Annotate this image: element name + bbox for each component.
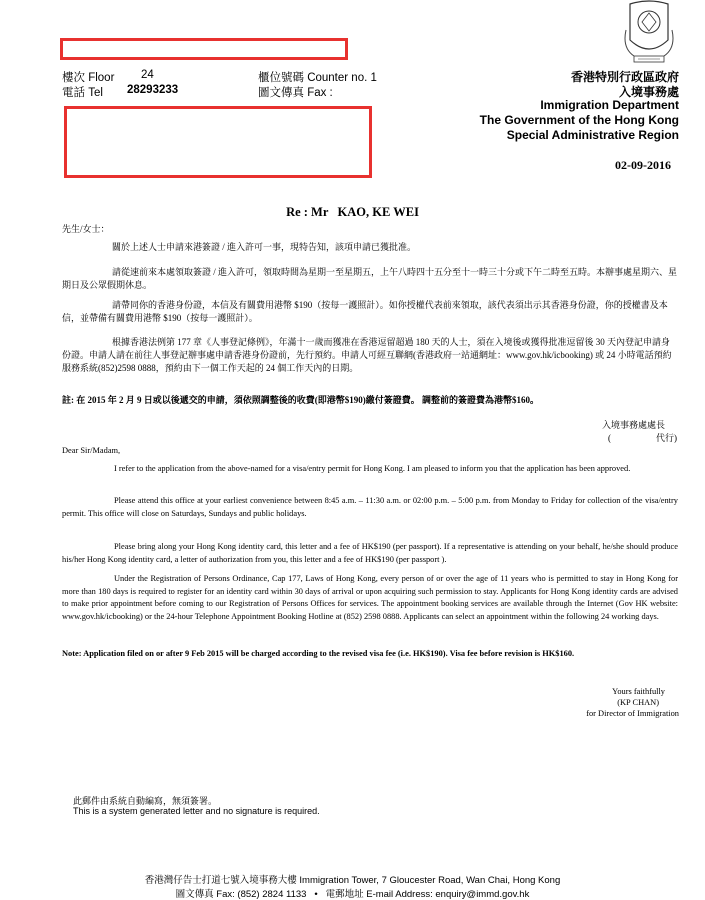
dept-en-1: Immigration Department [540,98,679,112]
dept-cn-2: 入境事務處 [618,85,679,99]
en-fee-note: Note: Application filed on or after 9 Feb 2015 will be charged according to the revised visa fee (i.e. HK$190). Visa fee before revision is HK$160. [62,649,575,658]
dept-cn-1: 香港特別行政區政府 [570,70,679,84]
tel-value: 28293233 [127,84,179,96]
dept-en-3: Special Administrative Region [506,128,679,142]
redacted-address [64,106,372,178]
footer-address: 香港灣仔告士打道七號入境事務大樓 Immigration Tower, 7 Gloucester Road, Wan Chai, Hong Kong [144,875,561,886]
system-note-cn: 此郵件由系統自動編寫，無須簽署。 [73,796,218,806]
fax-label: 圖文傳真 Fax : [258,87,333,99]
system-note-en: This is a system generated letter and no signature is required. [73,806,320,816]
hksar-emblem-icon [618,0,680,66]
dept-en-2: The Government of the Hong Kong [479,113,679,127]
cn-paragraph-1: 關於上述人士申請來港簽證 / 進入許可一事，現特告知，該項申請已獲批准。 [112,242,417,252]
cn-paragraph-3: 請帶同你的香港身份證，本信及有關費用港幣 $190（按每一護照計）。如你授權代表前來領取，該代表須出示其香港身份證，你的授權書及本信，並帶備有關費用港幣 $190（按每一護照計）。 [62,300,668,323]
en-sign-closing: Yours faithfully [612,687,665,696]
redacted-reference [60,38,348,60]
cn-signoff-delegate: ( 代行) [608,433,677,443]
en-paragraph-3: Please bring along your Hong Kong identity card, this letter and a fee of HK$190 (per passport). If a representative is attending on your behalf, he/she should produce his/her Hong Kong identity card, a letter of authorization from you, this letter and a fee of HK$190 (per passport ). [62,542,678,564]
cn-salutation: 先生/女士： [62,224,110,234]
floor-label: 樓次 Floor [62,72,115,84]
subject-line: Re : Mr KAO, KE WEI [286,205,419,219]
en-sign-name: (KP CHAN) [617,698,659,707]
cn-paragraph-4: 根據香港法例第 177 章《人事登記條例》，年滿十一歲而獲准在香港逗留超過 180 天的人士，須在入境後或獲得批准逗留後 30 天內登記申請身份證。申請人請在前往人事登記辦事處申請香港身份證前，先行預約。申請人可經互聯網(香港政府一站通網址：www.gov.hk/icbooking) 或 24 小時電話預約服務系統(852)2598 0888，預約由下一個工作天起的 24 個工作天內的日期。 [62,337,672,373]
letter-date: 02-09-2016 [615,158,671,172]
en-paragraph-4: Under the Registration of Persons Ordinance, Cap 177, Laws of Hong Kong, every person of or over the age of 11 years who is permitted to stay in Hong Kong for more than 180 days is required to register for an identity card within 30 days of arrival or upon acquiring such permission to stay. Applicants for Hong Kong identity cards are advised to make prior appointment before coming to our Registration of Persons Offices for services. The appointment booking services are available through the Internet (Gov HK website: www.gov.hk/icbooking) or the 24-hour Telephone Appointment Booking Hotline at (852) 2598 0888. Applicants can select an appointment within the following 24 working days. [62,574,678,621]
cn-paragraph-2: 請從速前來本處領取簽證 / 進入許可，領取時間為星期一至星期五，上午八時四十五分至十一時三十分或下午二時至五時。本辦事處星期六、星期日及公眾假期休息。 [62,267,678,290]
en-salutation: Dear Sir/Madam, [62,446,121,455]
en-sign-title: for Director of Immigration [586,709,679,718]
en-paragraph-1: I refer to the application from the above-named for a visa/entry permit for Hong Kong. I am pleased to inform you that the application has been approved. [114,464,631,473]
footer-contact: 圖文傳真 Fax: (852) 2824 1133 • 電郵地址 E-mail Address: enquiry@immd.gov.hk [175,889,530,900]
cn-signoff-title: 入境事務處處長 [601,420,665,430]
en-paragraph-2: Please attend this office at your earliest convenience between 8:45 a.m. – 11:30 a.m. or 02:00 p.m. – 5:00 p.m. from Monday to Friday for collection of the visa/entry permit. This office will close on Saturdays, Sundays and public holidays. [62,496,678,518]
counter-label: 櫃位號碼 Counter no. 1 [258,72,377,84]
tel-label: 電話 Tel [62,87,103,99]
floor-value: 24 [141,69,154,81]
cn-fee-note: 註: 在 2015 年 2 月 9 日或以後遞交的申請，須依照調整後的收費(即港幣$190)繳付簽證費。 調整前的簽證費為港幣$160。 [62,395,539,405]
